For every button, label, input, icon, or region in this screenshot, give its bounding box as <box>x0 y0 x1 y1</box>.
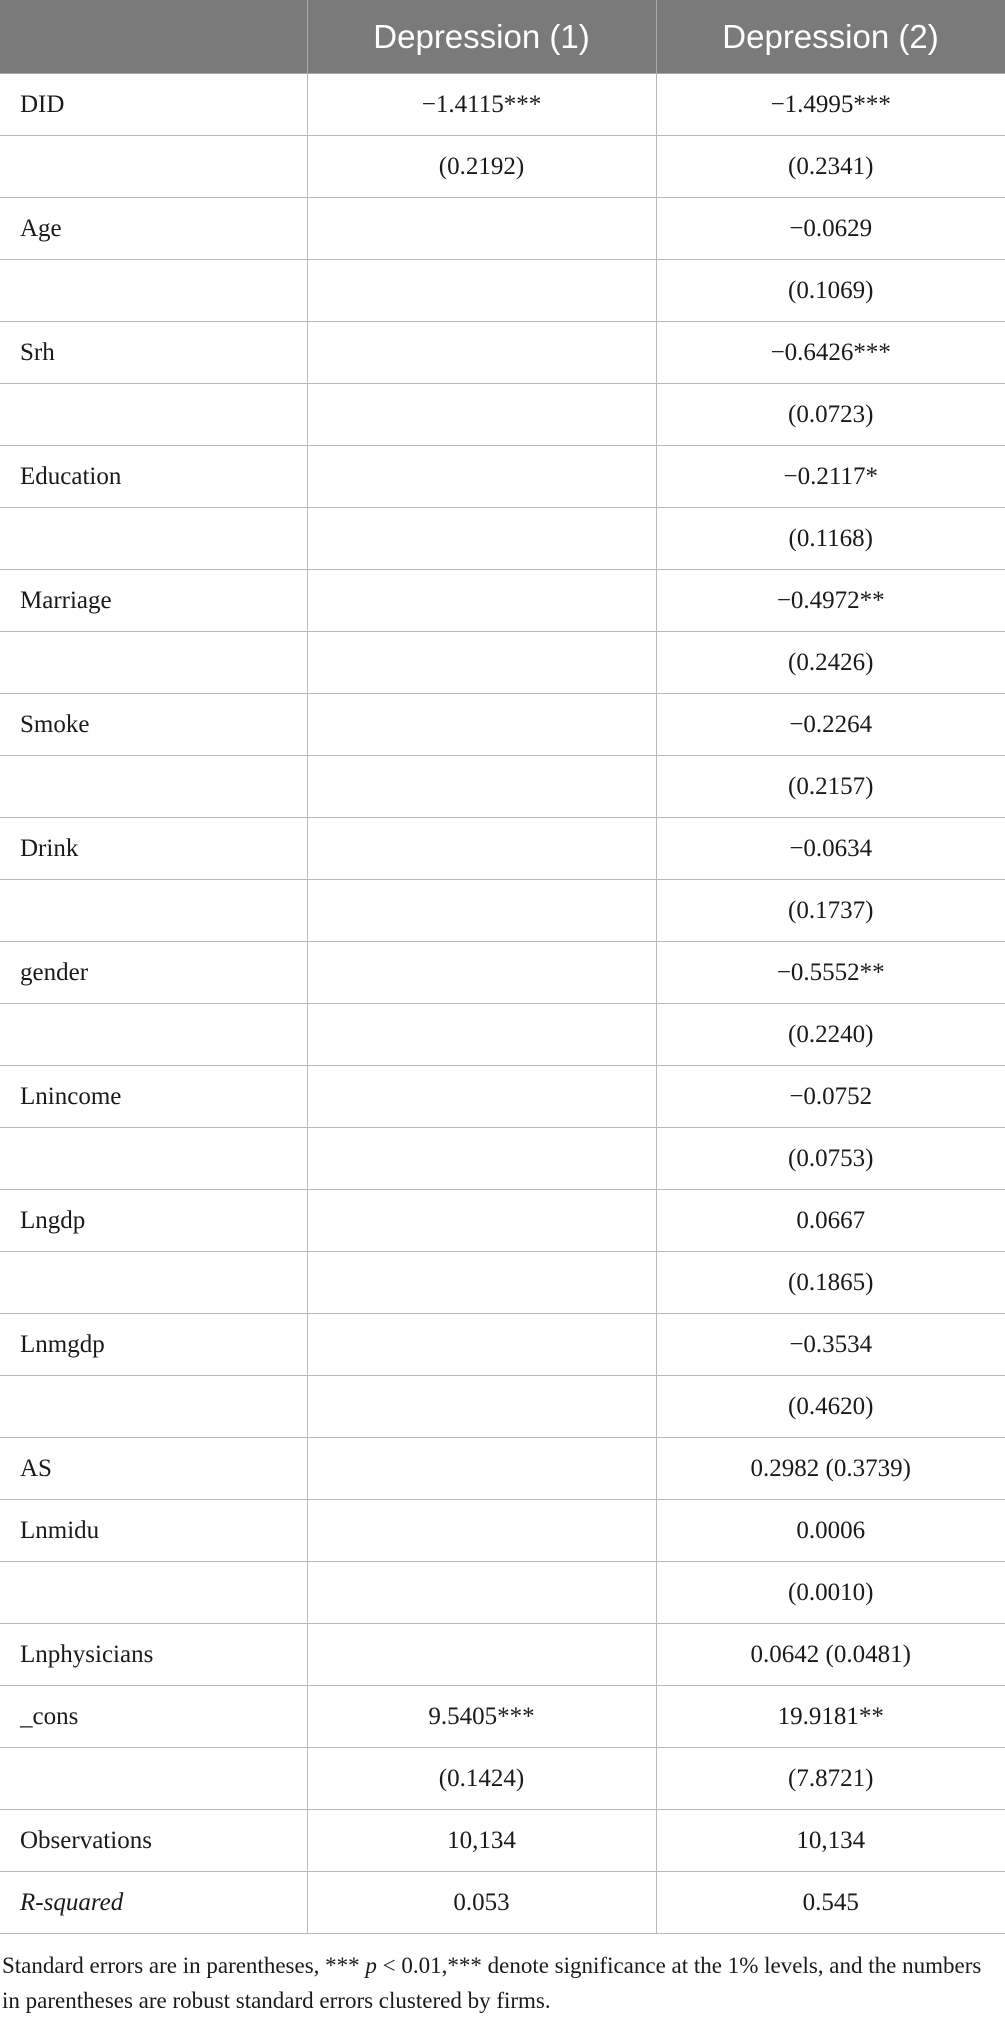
row-label-cell <box>0 1004 307 1066</box>
row-label-cell: Drink <box>0 818 307 880</box>
depression-2-value-cell: (0.2157) <box>656 756 1005 818</box>
depression-1-value-cell <box>307 818 656 880</box>
table-row <box>0 1562 1005 1624</box>
row-label-cell: R-squared <box>0 1872 307 1934</box>
table-row <box>0 1128 1005 1190</box>
depression-1-value-cell <box>307 198 656 260</box>
depression-1-value-cell <box>307 694 656 756</box>
depression-1-value-cell <box>307 1004 656 1066</box>
depression-2-value-cell: (0.1737) <box>656 880 1005 942</box>
depression-2-value-cell: (0.2240) <box>656 1004 1005 1066</box>
depression-1-value-cell: (0.1424) <box>307 1748 656 1810</box>
depression-1-value-cell <box>307 1438 656 1500</box>
row-label-cell <box>0 508 307 570</box>
depression-1-value-cell <box>307 1128 656 1190</box>
row-label-cell <box>0 136 307 198</box>
row-label-cell: Age <box>0 198 307 260</box>
table-row <box>0 1748 1005 1810</box>
row-label-cell: Observations <box>0 1810 307 1872</box>
row-label-cell: Lngdp <box>0 1190 307 1252</box>
table-row <box>0 260 1005 322</box>
depression-2-value-cell: 0.545 <box>656 1872 1005 1934</box>
depression-2-value-cell: 0.2982 (0.3739) <box>656 1438 1005 1500</box>
depression-2-value-cell: −0.6426*** <box>656 322 1005 384</box>
depression-1-value-cell <box>307 880 656 942</box>
table-row <box>0 1190 1005 1252</box>
depression-1-value-cell <box>307 1314 656 1376</box>
depression-1-value-cell <box>307 384 656 446</box>
table-row <box>0 322 1005 384</box>
row-label-cell: DID <box>0 74 307 136</box>
row-label-cell: Education <box>0 446 307 508</box>
header-depression-1: Depression (1) <box>307 0 656 74</box>
table-row <box>0 198 1005 260</box>
table-row <box>0 632 1005 694</box>
table-row <box>0 1004 1005 1066</box>
table-body <box>0 74 1005 1934</box>
depression-2-value-cell: −0.5552** <box>656 942 1005 1004</box>
table-row <box>0 1066 1005 1128</box>
depression-2-value-cell: (0.2426) <box>656 632 1005 694</box>
footnote-text-end: < 0.01,*** denote significance at the 1% levels, and the numbers in parentheses are robust standard errors clustered by firms. <box>2 1953 982 2013</box>
table-row <box>0 942 1005 1004</box>
depression-2-value-cell: −0.4972** <box>656 570 1005 632</box>
table-footnote <box>0 1934 1002 2018</box>
depression-1-value-cell <box>307 322 656 384</box>
table-row <box>0 446 1005 508</box>
depression-1-value-cell <box>307 632 656 694</box>
row-label-cell <box>0 1748 307 1810</box>
row-label-cell <box>0 1128 307 1190</box>
depression-1-value-cell <box>307 446 656 508</box>
depression-2-value-cell: (0.1069) <box>656 260 1005 322</box>
depression-2-value-cell: (0.4620) <box>656 1376 1005 1438</box>
table-row <box>0 1500 1005 1562</box>
table-row <box>0 818 1005 880</box>
depression-1-value-cell <box>307 1500 656 1562</box>
table-row <box>0 1252 1005 1314</box>
depression-1-value-cell: −1.4115*** <box>307 74 656 136</box>
row-label-cell: Lnphysicians <box>0 1624 307 1686</box>
depression-1-value-cell <box>307 1252 656 1314</box>
depression-1-value-cell: 9.5405*** <box>307 1686 656 1748</box>
row-label-cell: Lnmgdp <box>0 1314 307 1376</box>
depression-2-value-cell: (0.1168) <box>656 508 1005 570</box>
depression-1-value-cell <box>307 756 656 818</box>
row-label-cell: _cons <box>0 1686 307 1748</box>
row-label-cell <box>0 1376 307 1438</box>
table-row <box>0 1686 1005 1748</box>
header-blank-cell <box>0 0 307 74</box>
depression-1-value-cell <box>307 508 656 570</box>
depression-2-value-cell: (0.0010) <box>656 1562 1005 1624</box>
row-label-cell <box>0 260 307 322</box>
table-row <box>0 1376 1005 1438</box>
depression-1-value-cell <box>307 1190 656 1252</box>
depression-2-value-cell: (0.2341) <box>656 136 1005 198</box>
depression-2-value-cell: −0.0752 <box>656 1066 1005 1128</box>
row-label-cell <box>0 756 307 818</box>
depression-1-value-cell <box>307 260 656 322</box>
header-depression-2: Depression (2) <box>656 0 1005 74</box>
table-row <box>0 570 1005 632</box>
depression-1-value-cell <box>307 1562 656 1624</box>
depression-2-value-cell: (7.8721) <box>656 1748 1005 1810</box>
depression-2-value-cell: 0.0642 (0.0481) <box>656 1624 1005 1686</box>
depression-2-value-cell: (0.0723) <box>656 384 1005 446</box>
table-row <box>0 1314 1005 1376</box>
depression-1-value-cell <box>307 1624 656 1686</box>
table-row <box>0 74 1005 136</box>
depression-2-value-cell: −0.3534 <box>656 1314 1005 1376</box>
table-row <box>0 756 1005 818</box>
depression-1-value-cell <box>307 1066 656 1128</box>
table-row <box>0 1810 1005 1872</box>
table-row <box>0 1438 1005 1500</box>
row-label-cell: Smoke <box>0 694 307 756</box>
depression-2-value-cell: −0.2264 <box>656 694 1005 756</box>
row-label-cell <box>0 1562 307 1624</box>
footnote-text-start: Standard errors are in parentheses, *** <box>2 1953 366 1978</box>
depression-2-value-cell: −0.0634 <box>656 818 1005 880</box>
footnote-p-symbol: p <box>365 1953 377 1978</box>
table-row <box>0 1624 1005 1686</box>
row-label-cell: Lnincome <box>0 1066 307 1128</box>
table-row <box>0 1872 1005 1934</box>
depression-2-value-cell: −0.2117* <box>656 446 1005 508</box>
row-label-cell <box>0 384 307 446</box>
row-label-cell <box>0 880 307 942</box>
depression-1-value-cell <box>307 942 656 1004</box>
depression-2-value-cell: −0.0629 <box>656 198 1005 260</box>
table-row <box>0 136 1005 198</box>
row-label-cell: Marriage <box>0 570 307 632</box>
depression-1-value-cell: 0.053 <box>307 1872 656 1934</box>
depression-2-value-cell: −1.4995*** <box>656 74 1005 136</box>
table-row <box>0 694 1005 756</box>
table-header <box>0 0 1005 74</box>
row-label-cell: AS <box>0 1438 307 1500</box>
table-row <box>0 880 1005 942</box>
row-label-cell: Srh <box>0 322 307 384</box>
depression-1-value-cell: 10,134 <box>307 1810 656 1872</box>
depression-1-value-cell <box>307 570 656 632</box>
depression-1-value-cell <box>307 1376 656 1438</box>
depression-2-value-cell: (0.0753) <box>656 1128 1005 1190</box>
depression-2-value-cell: 10,134 <box>656 1810 1005 1872</box>
depression-2-value-cell: 0.0667 <box>656 1190 1005 1252</box>
row-label-cell <box>0 1252 307 1314</box>
row-label-cell: Lnmidu <box>0 1500 307 1562</box>
row-label-cell: gender <box>0 942 307 1004</box>
table-row <box>0 508 1005 570</box>
depression-2-value-cell: 0.0006 <box>656 1500 1005 1562</box>
depression-2-value-cell: 19.9181** <box>656 1686 1005 1748</box>
table-row <box>0 384 1005 446</box>
row-label-cell <box>0 632 307 694</box>
header-row <box>0 0 1005 74</box>
depression-1-value-cell: (0.2192) <box>307 136 656 198</box>
depression-2-value-cell: (0.1865) <box>656 1252 1005 1314</box>
